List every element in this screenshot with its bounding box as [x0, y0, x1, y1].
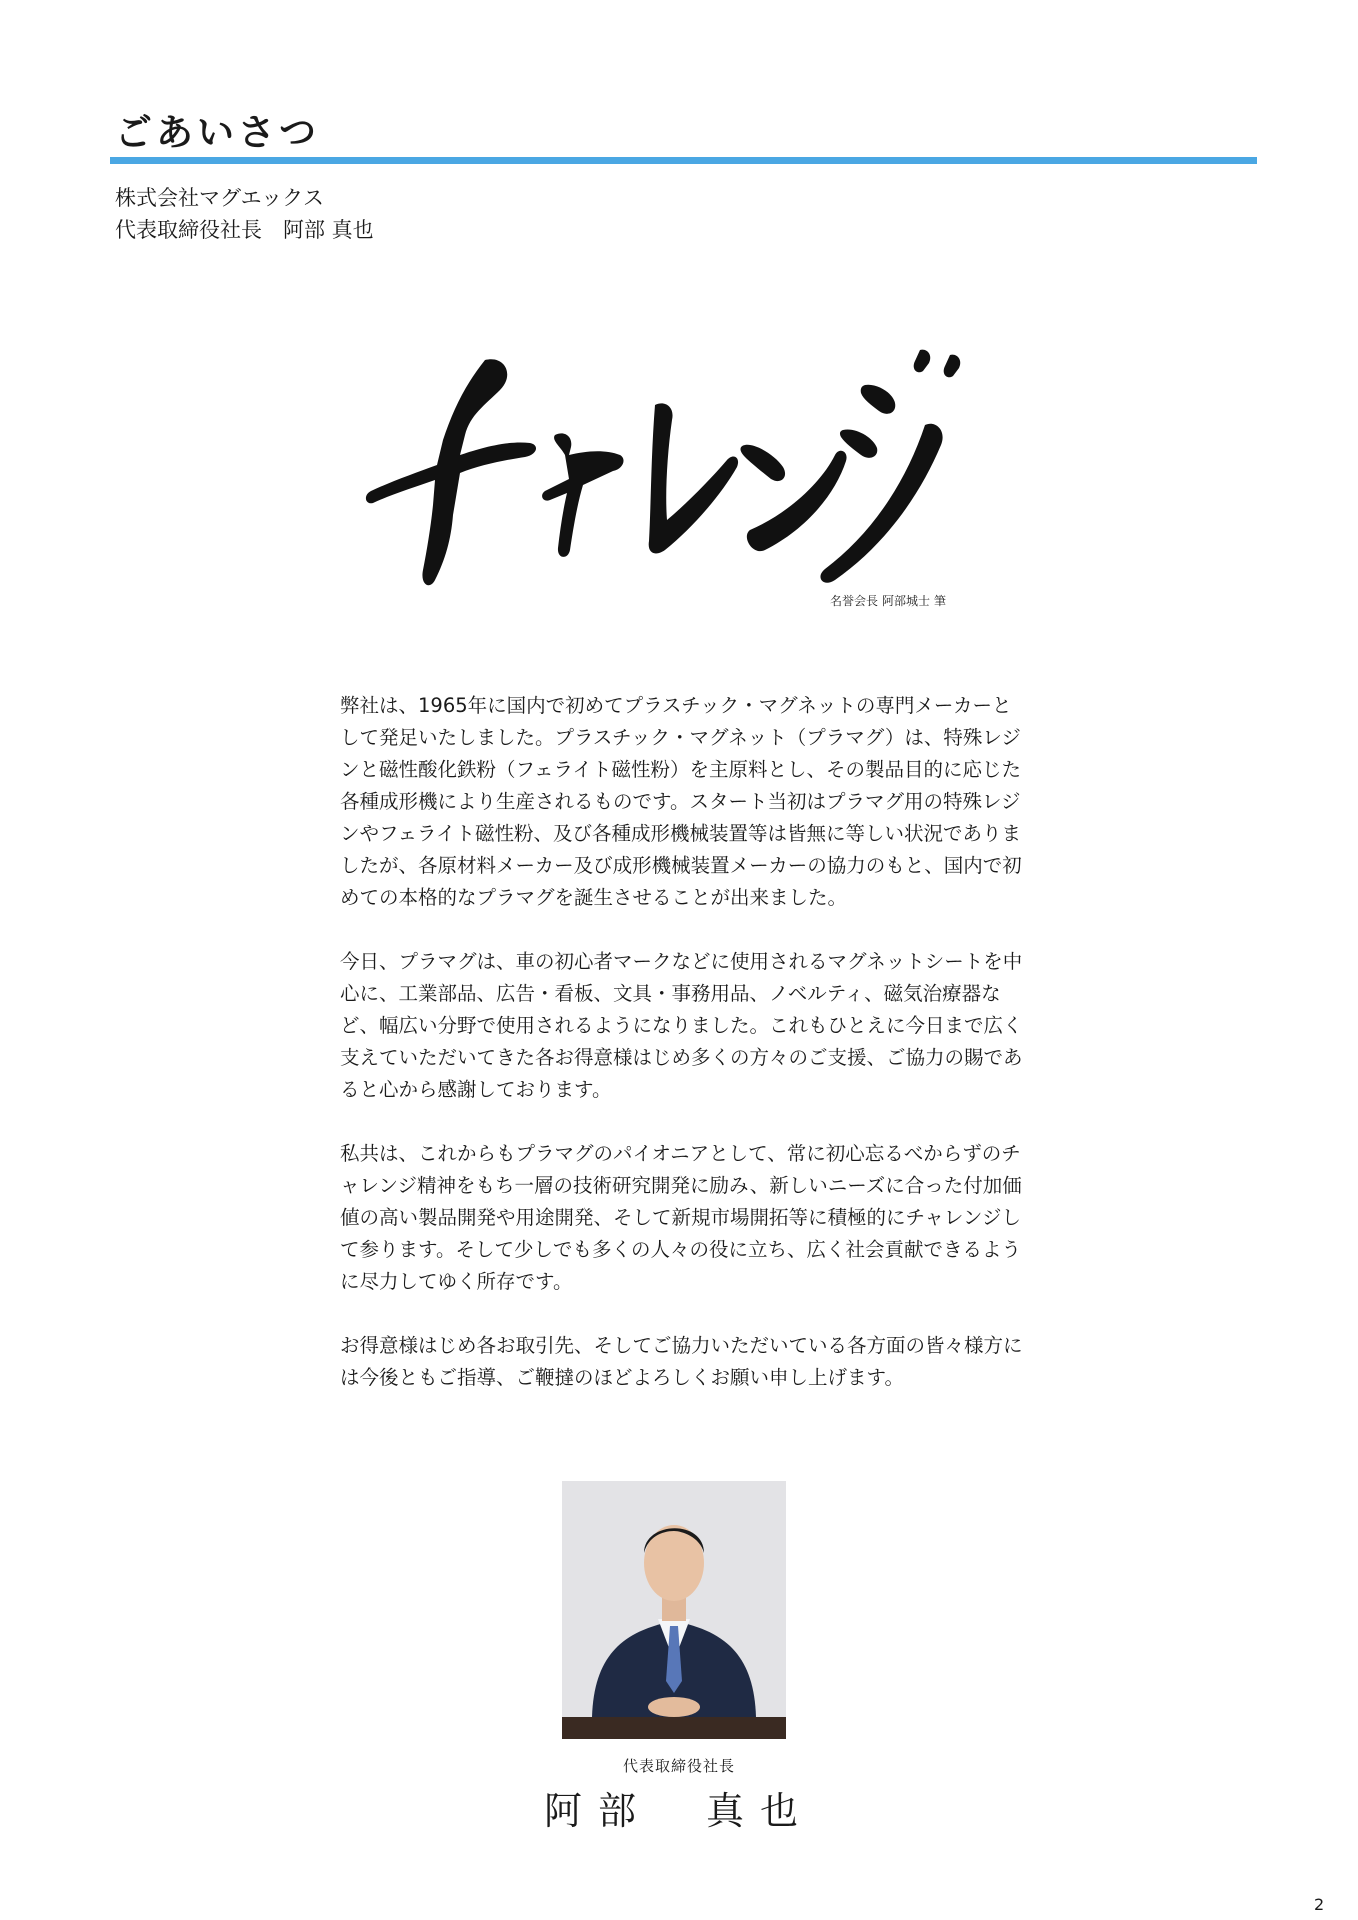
credit-name: 阿部城士 [882, 594, 931, 608]
paragraph-4: お得意様はじめ各お取引先、そしてご協力いただいている各方面の皆々様方には今後ともご指導、ご鞭撻のほどよろしくお願い申し上げます。 [340, 1334, 1023, 1389]
page-title: ごあいさつ [115, 111, 320, 154]
company-block [115, 182, 374, 246]
president-portrait [562, 1481, 786, 1739]
calligraphy-credit [830, 592, 950, 609]
paragraph-2: 今日、プラマグは、車の初心者マークなどに使用されるマグネットシートを中心に、工業部品、広告・看板、文具・事務用品、ノベルティ、磁気治療器など、幅広い分野で使用されるようになりました。これもひとえに今日まで広く支えていただいてきた各お得意様はじめ多くの方々のご支援、ご協力の賜であると心から感謝しております。 [340, 950, 1023, 1101]
signature-title: 代表取締役社長 [622, 1757, 735, 1775]
credit-role: 名誉会長 [830, 594, 879, 608]
paragraph-3: 私共は、これからもプラマグのパイオニアとして、常に初心忘るべからずのチャレンジ精神をもち一層の技術研究開発に励み、新しいニーズに合った付加価値の高い製品開発や用途開発、そして新規市場開拓等に積極的にチャレンジして参ります。そして少しでも多くの人々の役に立ち、広く社会貢献できるように尽力してゆく所存です。 [340, 1142, 1022, 1293]
greeting-body [340, 690, 1030, 1426]
credit-suffix: 筆 [934, 594, 947, 608]
calligraphy-challenge-image [365, 345, 985, 595]
paragraph-1: 弊社は、1965年に国内で初めてプラスチック・マグネットの専門メーカーとして発足いたしました。プラスチック・マグネット（プラマグ）は、特殊レジンと磁性酸化鉄粉（フェライト磁性粉）を主原料とし、その製品目的に応じた各種成形機により生産されるものです。スタート当初はプラマグ用の特殊レジンやフェライト磁性粉、及び各種成形機械装置等は皆無に等しい状況でありましたが、各原材料メーカー及び成形機械装置メーカーの協力のもと、国内で初めての本格的なプラマグを誕生させることが出来ました。 [340, 694, 1022, 909]
title-underline [110, 157, 1257, 164]
president-title-line: 代表取締役社長 阿部 真也 [115, 218, 374, 242]
page-number: 2 [1314, 1895, 1325, 1914]
signature-name: 阿部 真也 [543, 1789, 814, 1833]
company-name: 株式会社マグエックス [115, 186, 324, 210]
